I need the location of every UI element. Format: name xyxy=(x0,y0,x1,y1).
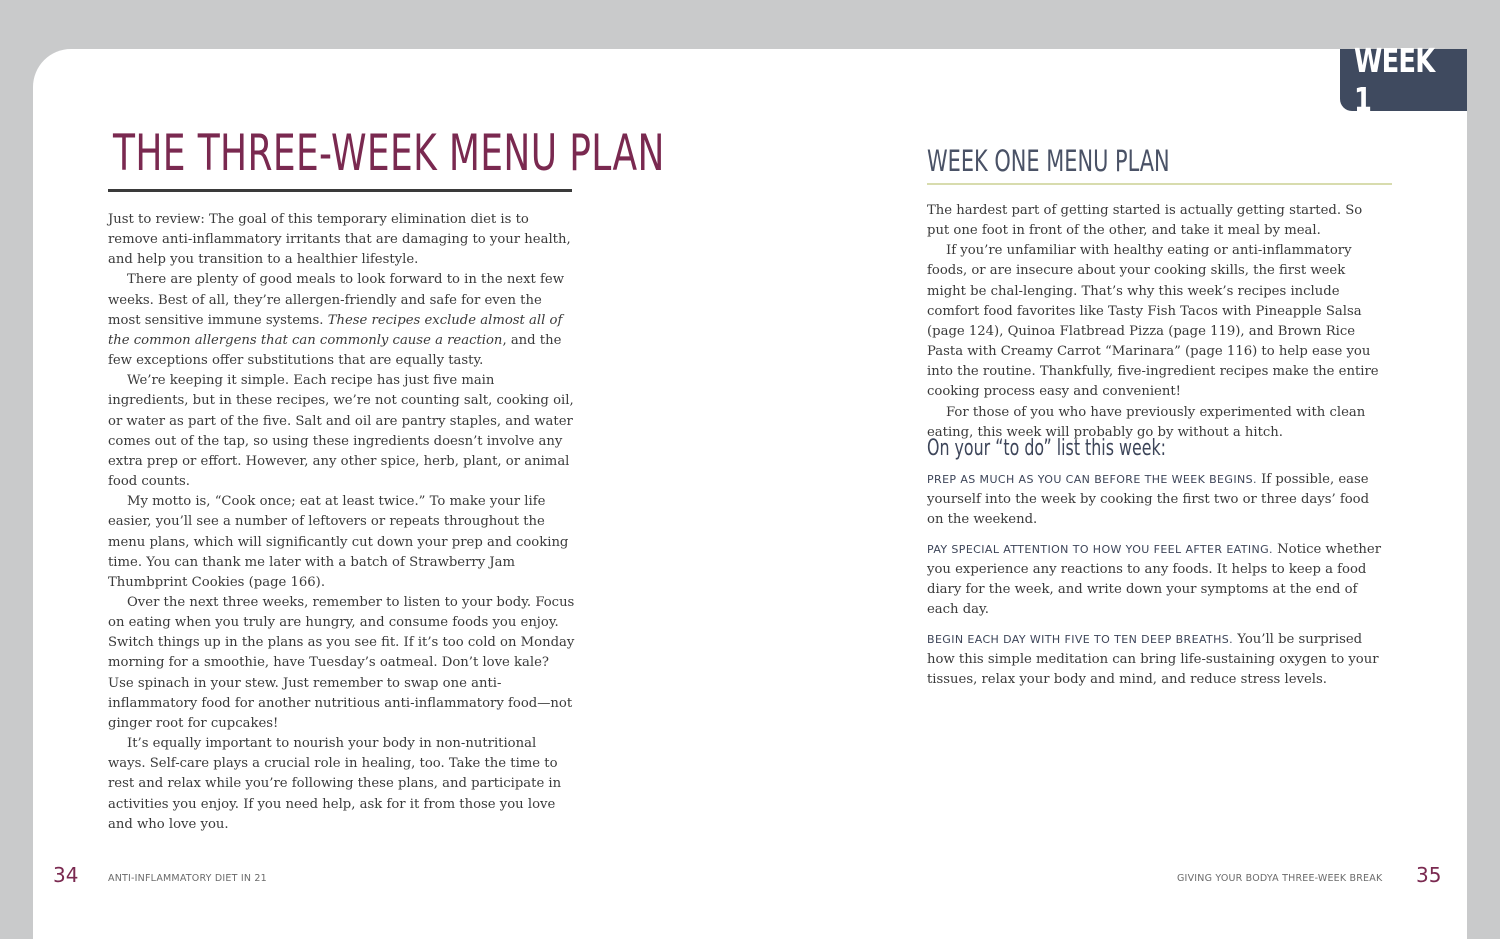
running-head-left: ANTI-INFLAMMATORY DIET IN 21 xyxy=(108,873,267,884)
paragraph-text: , and the few exceptions offer substitutions that are equally tasty. xyxy=(108,332,562,369)
body-paragraph: It’s equally important to nourish your body in non-nutritional ways. Self-care plays a crucial role in healing, too. Take the time to rest and relax while you’re following these plans, and participate in activities you enjoy. If you need help, ask for it from those you love and who love you. xyxy=(108,736,562,832)
left-body xyxy=(108,210,576,835)
body-paragraph: My motto is, “Cook once; eat at least twice.” To make your life easier, you’ll see a number of leftovers or repeats throughout the menu plans, which will significantly cut down your prep and cooking time. You can thank me later with a batch of Strawberry Jam Thumbprint Cookies (page 166). xyxy=(108,494,569,590)
tip-lead: PREP AS MUCH AS YOU CAN BEFORE THE WEEK BEGINS. xyxy=(927,473,1257,486)
section-title: WEEK ONE MENU PLAN xyxy=(927,144,1170,178)
tip-item xyxy=(927,630,1387,690)
body-paragraph: For those of you who have previously experimented with clean eating, this week will probably go by without a hitch. xyxy=(927,404,1366,440)
body-paragraph: The hardest part of getting started is actually getting started. So put one foot in front of the other, and take it meal by meal. xyxy=(927,203,1363,239)
week-tab xyxy=(1340,41,1467,119)
body-paragraph: Over the next three weeks, remember to listen to your body. Focus on eating when you truly are hungry, and consume foods you enjoy. Switch things up in the plans as you see fit. If it’s too cold on Monday morning for a smoothie, have Tuesday’s oatmeal. Don’t love kale? Use spinach in your stew. Just remember to swap one anti-inflammatory food for another nutritious anti-inflammatory food—not ginger root for cupcakes! xyxy=(108,594,575,731)
page-title: THE THREE-WEEK MENU PLAN xyxy=(113,124,665,182)
tip-text: If possible, ease yourself into the week by cooking the first two or three days’ food on the weekend. xyxy=(927,472,1370,528)
page-number-left: 34 xyxy=(53,863,79,887)
tip-item xyxy=(927,540,1387,621)
title-rule xyxy=(108,189,572,192)
section-rule xyxy=(927,183,1392,185)
right-body xyxy=(927,201,1387,443)
tip-lead: BEGIN EACH DAY WITH FIVE TO TEN DEEP BREATHS. xyxy=(927,633,1234,646)
todo-heading: On your “to do” list this week: xyxy=(927,436,1166,461)
body-paragraph: Just to review: The goal of this temporary elimination diet is to remove anti-inflammatory irritants that are damaging to your health, and help you transition to a healthier lifestyle. xyxy=(108,212,571,268)
tip-item xyxy=(927,470,1387,530)
tip-lead: PAY SPECIAL ATTENTION TO HOW YOU FEEL AFTER EATING. xyxy=(927,543,1273,556)
tip-text: You’ll be surprised how this simple meditation can bring life-sustaining oxygen to your tissues, relax your body and mind, and reduce stress levels. xyxy=(927,632,1379,688)
tip-text: Notice whether you experience any reactions to any foods. It helps to keep a food diary for the week, and write down your symptoms at the end of each day. xyxy=(927,542,1382,618)
paragraph-text: There are plenty of good meals to look forward to in the next few weeks. Best of all, they’re allergen-friendly and safe for even the most sensitive immune systems. xyxy=(108,272,565,328)
week-tab-label: WEEK 1 xyxy=(1353,41,1435,119)
page-number-right: 35 xyxy=(1416,863,1442,887)
body-paragraph: If you’re unfamiliar with healthy eating or anti-inflammatory foods, or are insecure about your cooking skills, the first week might be chal-lenging. That’s why this week’s recipes include comfort food favorites like Tasty Fish Tacos with Pineapple Salsa (page 124), Quinoa Flatbread Pizza (page 119), and Brown Rice Pasta with Creamy Carrot “Marinara” (page 116) to help ease you into the routine. Thankfully, five-ingredient recipes make the entire cooking process easy and convenient! xyxy=(927,243,1379,400)
body-paragraph: We’re keeping it simple. Each recipe has just five main ingredients, but in these recipes, we’re not counting salt, cooking oil, or water as part of the five. Salt and oil are pantry staples, and water comes out of the tap, so using these ingredients doesn’t involve any extra prep or effort. However, any other spice, herb, plant, or animal food counts. xyxy=(108,373,574,490)
running-head-right: GIVING YOUR BODYA THREE-WEEK BREAK xyxy=(1177,873,1383,884)
emphasis-text: These recipes exclude almost all of the common allergens that can commonly cause a reaction xyxy=(108,312,563,348)
body-paragraph xyxy=(108,270,576,371)
